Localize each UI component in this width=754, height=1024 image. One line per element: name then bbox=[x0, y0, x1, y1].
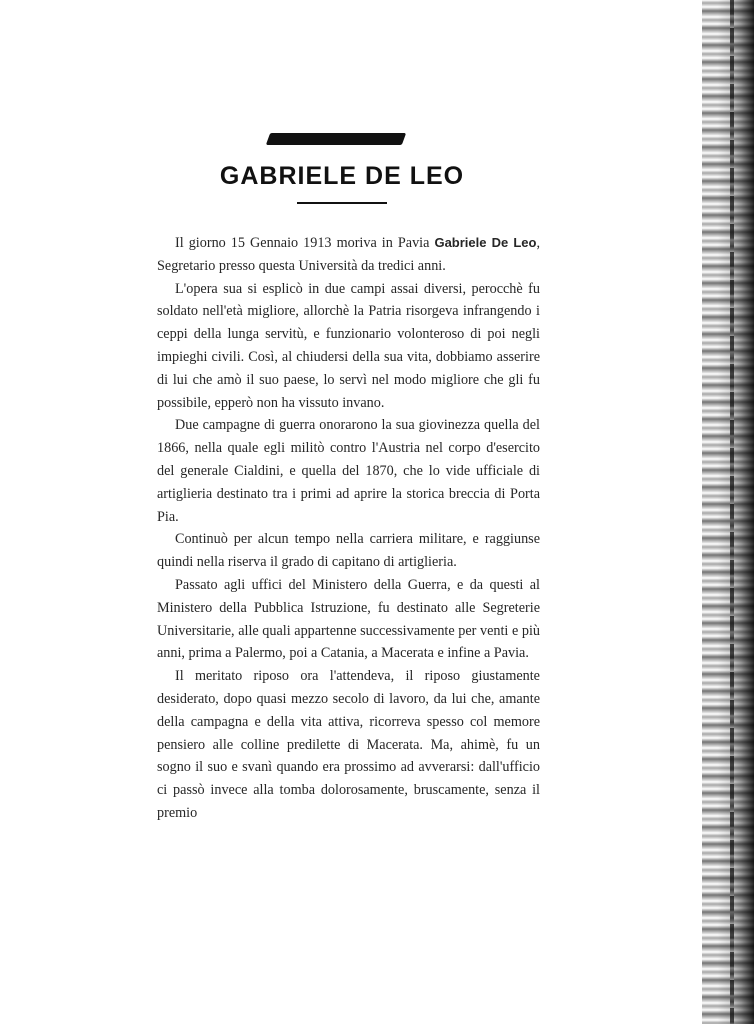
paragraph-4: Continuò per alcun tempo nella carriera militare, e raggiunse quindi nella riserva il grado di capitano di artiglieria. bbox=[157, 531, 540, 571]
header-ornament-bar bbox=[266, 133, 406, 145]
scan-edge-line bbox=[730, 0, 734, 1024]
title-underline bbox=[297, 202, 387, 204]
article-body bbox=[157, 232, 540, 825]
paragraph-5: Passato agli uffici del Ministero della Guerra, e da questi al Ministero della Pubblica Istruzione, fu destinato alle Segreterie Universitarie, alle quali appartenne successivamente per venti e più anni, prima a Palermo, poi a Catania, a Macerata e infine a Pavia. bbox=[157, 576, 540, 662]
page-title: GABRIELE DE LEO bbox=[219, 162, 465, 190]
paragraph-2: L'opera sua si esplicò in due campi assai diversi, perocchè fu soldato nell'età migliore, allorchè la Patria risorgeva infrangendo i ceppi della lunga servitù, e funzionario volonteroso di poi negli impieghi civili. Così, al chiudersi della sua vita, dobbiamo asserire di lui che amò il suo paese, lo servì nel modo migliore che gli fu possibile, epperò non ha vissuto invano. bbox=[157, 280, 540, 411]
paragraph-3: Due campagne di guerra onorarono la sua giovinezza quella del 1866, nella quale egli militò contro l'Austria nel corpo d'esercito del generale Cialdini, e quella del 1870, che lo vide ufficiale di artiglieria destinato tra i primi ad aprire la storica breccia di Porta Pia. bbox=[157, 417, 540, 525]
scan-edge-shadow bbox=[702, 0, 754, 1024]
paragraph-1-after: , Segretario presso questa Università da tredici anni. bbox=[157, 235, 540, 274]
deceased-name: Gabriele De Leo bbox=[434, 235, 537, 250]
paragraph-6: Il meritato riposo ora l'attendeva, il riposo giustamente desiderato, dopo quasi mezzo secolo di lavoro, da lui che, amante della campagna e della vita attiva, ricorreva spesso col memore pensiero alle colline predilette di Macerata. Ma, ahimè, fu un sogno il suo e svanì quando era prossimo ad avverarsi: dall'ufficio ci passò invece alla tomba dolorosamente, bruscamente, senza il premio bbox=[157, 668, 540, 821]
paragraph-1 bbox=[157, 232, 540, 278]
paragraph-1-before: Il giorno 15 Gennaio 1913 moriva in Pavia bbox=[175, 235, 435, 251]
